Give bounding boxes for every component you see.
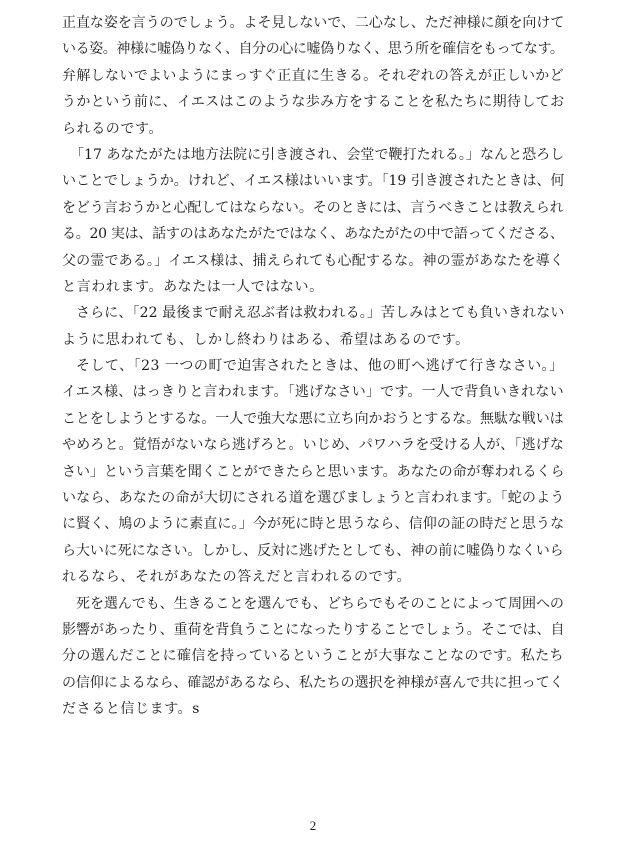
text-line: られるのです。	[62, 120, 164, 137]
text-line: いる姿。神様に嘘偽りなく、自分の心に嘘偽りなく、思う所を確信をもってなす。	[62, 41, 564, 58]
page-number: 2	[309, 818, 317, 833]
text-line: 正直な姿を言うのでしょう。よそ見しないで、二心なし、ただ神様に顔を向けて	[62, 15, 565, 31]
text-line: ように思われても、しかし終わりはある、希望はあるのです。	[62, 331, 470, 348]
text-line: うかという前に、イエスはこのような歩み方をすることを私たちに期待してお	[62, 94, 565, 111]
body-text	[62, 10, 564, 723]
text-line: ことをしようとするな。一人で強大な悪に立ち向かおうとするな。無駄な戦いは	[62, 410, 564, 427]
text-line: いことでしょうか。けれど、イエス様はいいます。「19 引き渡されたときは、何	[62, 173, 565, 190]
text-line: と言われます。あなたは一人ではない。	[62, 278, 324, 295]
text-line: さらに、「22 最後まで耐え忍ぶ者は救われる。」苦しみはとても負いきれない	[76, 305, 565, 322]
text-line: 父の霊である。」イエス様は、捕えられても心配するな。神の霊があなたを導く	[62, 252, 565, 269]
text-line: 「17 あなたがたは地方法院に引き渡され、会堂で鞭打たれる。」なんと恐ろし	[70, 146, 565, 163]
text-line: イエス様、はっきりと言われます。「逃げなさい」です。一人で背負いきれない	[62, 384, 564, 401]
text-line: に賢く、鳩のように素直に。」今が死に時と思うなら、信仰の証の時だと思うな	[62, 516, 565, 533]
text-line: そして、「23 一つの町で迫害されたときは、他の町へ逃げて行きなさい。」	[76, 358, 564, 375]
text-line: 分の選んだことに確信を持っているということが大事なことなのです。私たち	[62, 648, 564, 665]
text-line: ださると信じます。s	[62, 701, 201, 718]
text-line: をどう言おうかと心配してはならない。そのときには、言うべきことは教えられ	[62, 199, 564, 216]
text-line: れるなら、それがあなたの答えだと言われるのです。	[62, 569, 412, 586]
text-line: 死を選んでも、生きることを選んでも、どちらでもそのことによって周囲への	[76, 595, 564, 612]
text-line: る。20 実は、話すのはあなたがたではなく、あなたがたの中で語ってくださる、	[62, 226, 564, 243]
text-line: の信仰によるなら、確認があるなら、私たちの選択を神様が喜んで共に担ってく	[62, 674, 564, 691]
text-line: ら大いに死になさい。しかし、反対に逃げたとしても、神の前に嘘偽りなくいら	[62, 542, 564, 559]
text-line: やめろと。覚悟がないなら逃げろと。いじめ、パワハラを受ける人が、「逃げな	[62, 437, 565, 454]
text-line: 影響があったり、重荷を背負うことになったりすることでしょう。そこでは、自	[62, 621, 565, 638]
text-line: 弁解しないでよいようにまっすぐ正直に生きる。それぞれの答えが正しいかど	[62, 67, 564, 84]
text-line: いなら、あなたの命が大切にされる道を選びましょうと言われます。「蛇のよう	[62, 490, 565, 507]
text-line: さい」という言葉を聞くことができたらと思います。あなたの命が奪われるくら	[62, 463, 565, 480]
